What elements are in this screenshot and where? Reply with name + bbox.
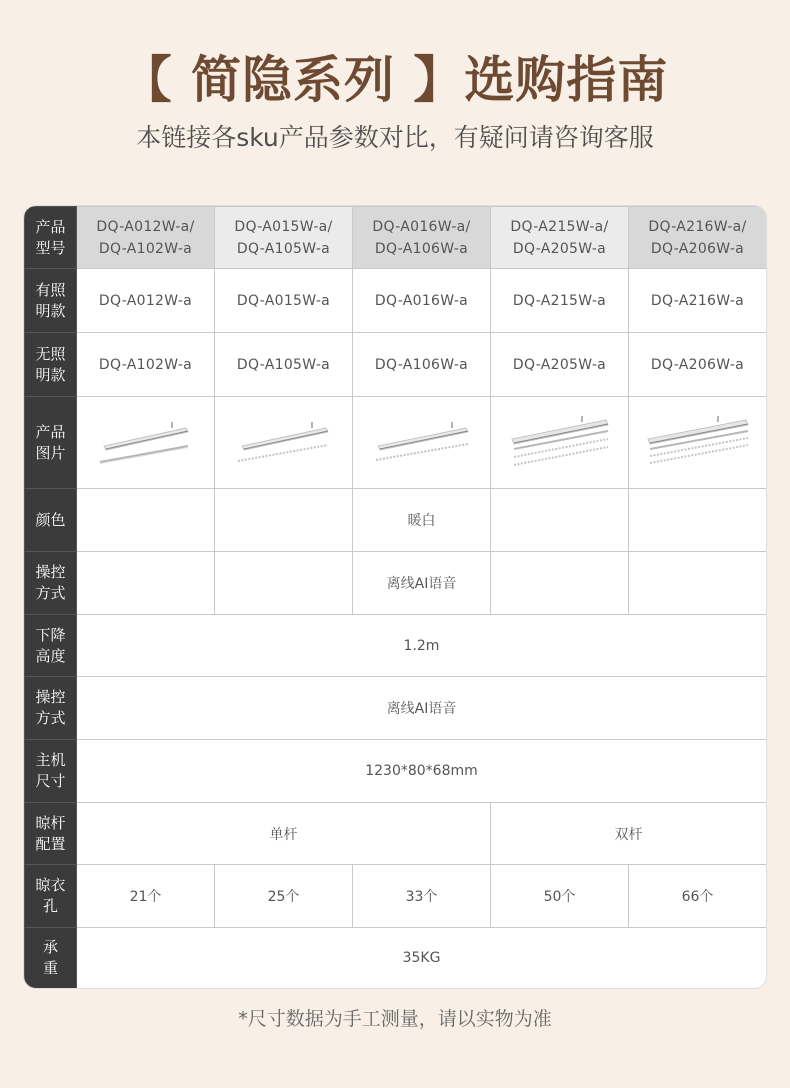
empty-cell (215, 489, 353, 552)
row-label-size: 主机 尺寸 (25, 740, 77, 803)
single-rod-rack-image (234, 418, 334, 468)
row-rod-config (25, 803, 767, 865)
row-label-drop: 下降 高度 (25, 615, 77, 677)
lit-model-cell: DQ-A216W-a (629, 269, 767, 333)
row-host-size (25, 740, 767, 803)
spec-comparison-table (24, 206, 766, 988)
row-label-image: 产品 图片 (25, 397, 77, 489)
row-control-method (25, 552, 767, 615)
single-rod-cell: 单杆 (77, 803, 491, 865)
row-label-rods: 晾杆 配置 (25, 803, 77, 865)
product-image-cell (629, 397, 767, 489)
product-image-cell (353, 397, 491, 489)
hole-count-cell: 66个 (629, 865, 767, 928)
lit-model-cell: DQ-A215W-a (491, 269, 629, 333)
control-value-cell: 离线AI语音 (77, 677, 767, 740)
row-label-control: 操控 方式 (25, 552, 77, 615)
row-label-color: 颜色 (25, 489, 77, 552)
product-image-cell (77, 397, 215, 489)
model-cell: DQ-A015W-a/ DQ-A105W-a (215, 207, 353, 269)
empty-cell (491, 489, 629, 552)
hole-count-cell: 25个 (215, 865, 353, 928)
page-title: 【 简隐系列 】选购指南 (121, 51, 669, 109)
empty-cell (215, 552, 353, 615)
model-cell: DQ-A215W-a/ DQ-A205W-a (491, 207, 629, 269)
row-load-capacity (25, 928, 767, 989)
row-unlit-model (25, 333, 767, 397)
empty-cell (491, 552, 629, 615)
load-value-cell: 35KG (77, 928, 767, 989)
drop-height-value: 1.2m (77, 615, 767, 677)
row-label-control: 操控 方式 (25, 677, 77, 740)
row-product-image (25, 397, 767, 489)
product-image-cell (491, 397, 629, 489)
product-image-cell (215, 397, 353, 489)
single-rod-rack-image (96, 418, 196, 468)
double-rod-rack-image (508, 413, 612, 473)
unlit-model-cell: DQ-A205W-a (491, 333, 629, 397)
model-cell: DQ-A012W-a/ DQ-A102W-a (77, 207, 215, 269)
page-subtitle: 本链接各sku产品参数对比，有疑问请咨询客服 (136, 123, 654, 152)
hole-count-cell: 33个 (353, 865, 491, 928)
row-label-unlit: 无照 明款 (25, 333, 77, 397)
unlit-model-cell: DQ-A106W-a (353, 333, 491, 397)
row-label-load: 承 重 (25, 928, 77, 989)
row-lit-model (25, 269, 767, 333)
lit-model-cell: DQ-A015W-a (215, 269, 353, 333)
lit-model-cell: DQ-A012W-a (77, 269, 215, 333)
footnote: *尺寸数据为手工测量，请以实物为准 (238, 1008, 552, 1030)
hole-count-cell: 21个 (77, 865, 215, 928)
empty-cell (77, 489, 215, 552)
hole-count-cell: 50个 (491, 865, 629, 928)
row-hanger-holes (25, 865, 767, 928)
control-value-cell: 离线AI语音 (353, 552, 491, 615)
unlit-model-cell: DQ-A102W-a (77, 333, 215, 397)
lit-model-cell: DQ-A016W-a (353, 269, 491, 333)
unlit-model-cell: DQ-A206W-a (629, 333, 767, 397)
host-size-value: 1230*80*68mm (77, 740, 767, 803)
double-rod-cell: 双杆 (491, 803, 767, 865)
row-control-method (25, 677, 767, 740)
row-label-model: 产品 型号 (25, 207, 77, 269)
empty-cell (629, 552, 767, 615)
row-drop-height (25, 615, 767, 677)
double-rod-rack-image (646, 413, 750, 473)
row-label-lit: 有照 明款 (25, 269, 77, 333)
empty-cell (629, 489, 767, 552)
color-value-cell: 暖白 (353, 489, 491, 552)
spec-table-container (24, 206, 766, 988)
empty-cell (77, 552, 215, 615)
model-cell: DQ-A016W-a/ DQ-A106W-a (353, 207, 491, 269)
unlit-model-cell: DQ-A105W-a (215, 333, 353, 397)
row-color (25, 489, 767, 552)
row-model (25, 207, 767, 269)
row-label-holes: 晾衣 孔 (25, 865, 77, 928)
single-rod-rack-image (372, 418, 472, 468)
model-cell: DQ-A216W-a/ DQ-A206W-a (629, 207, 767, 269)
